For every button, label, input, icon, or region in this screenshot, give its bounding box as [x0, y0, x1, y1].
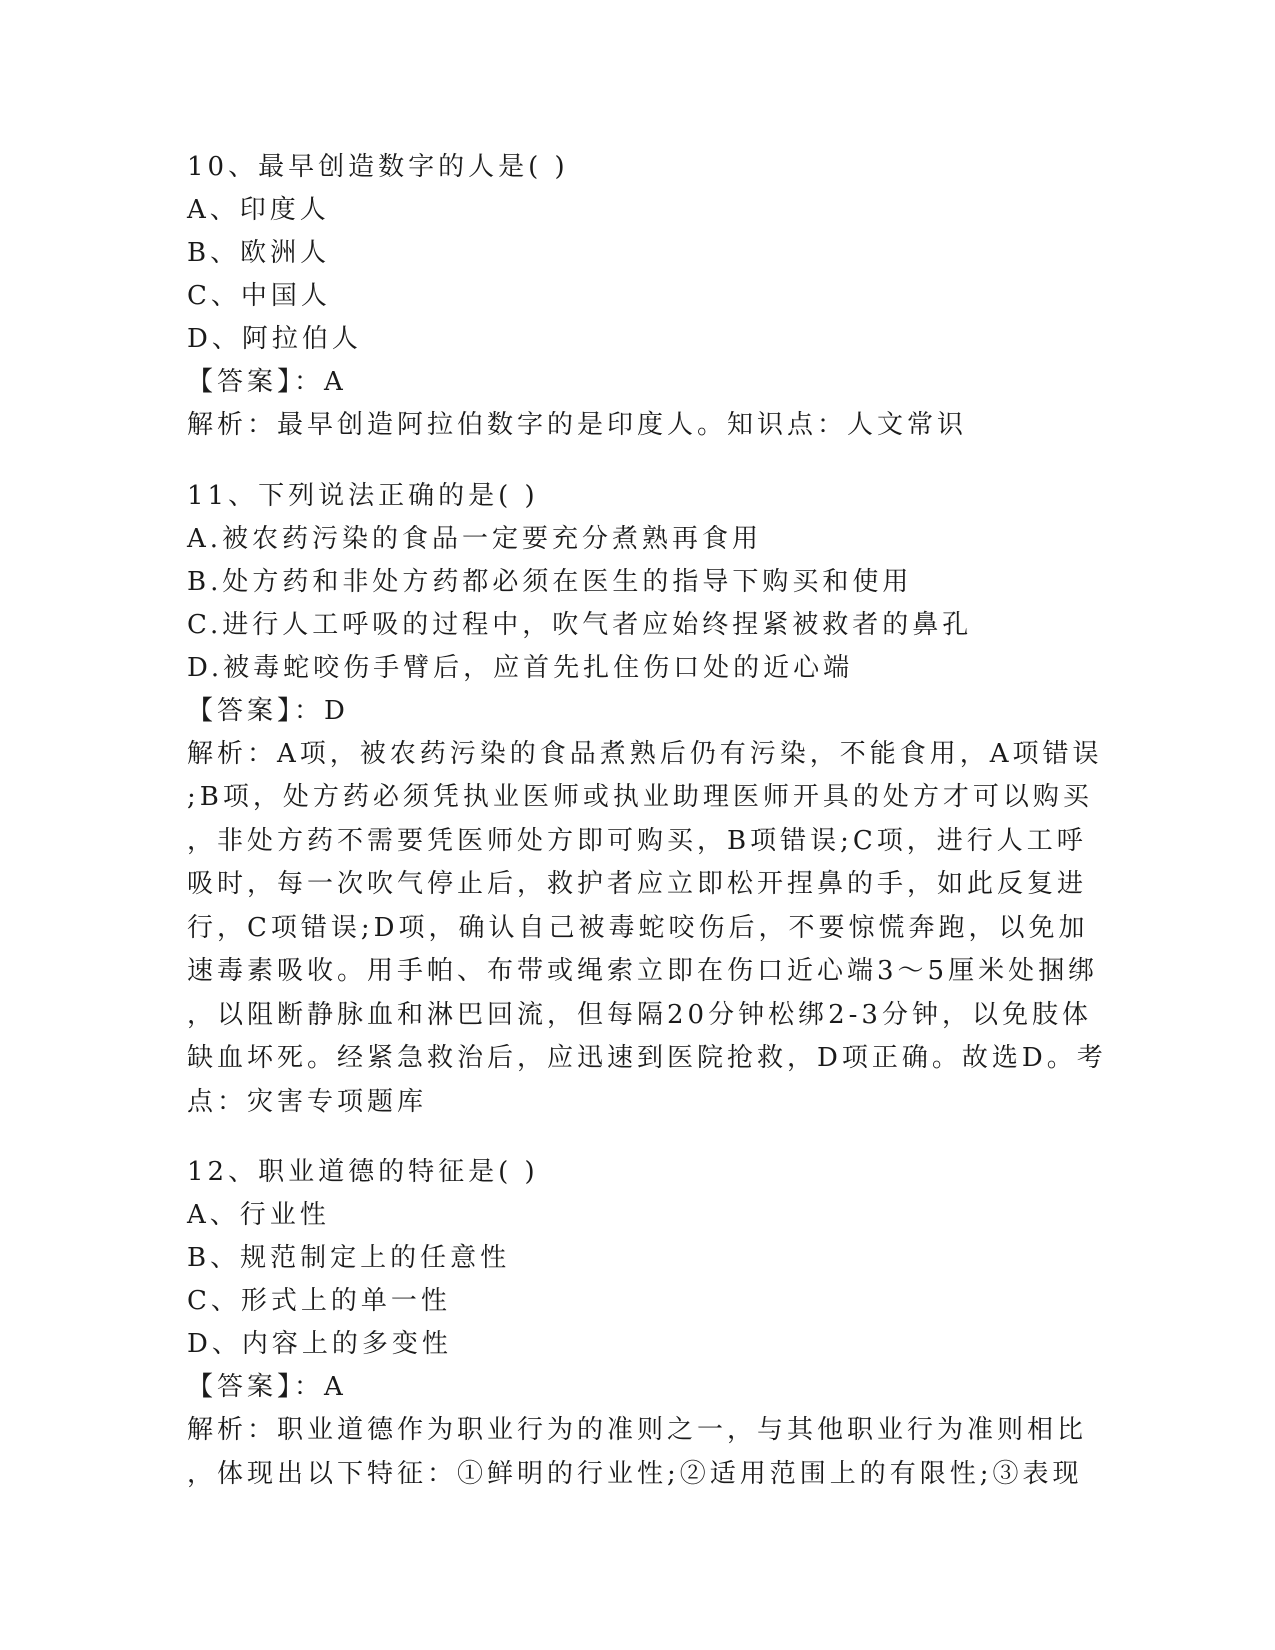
option-d: D、阿拉伯人	[187, 324, 362, 354]
option-a: A、印度人	[187, 195, 330, 225]
question-12	[187, 1151, 1088, 1496]
question-gap	[187, 448, 1067, 475]
analysis-line: 解析：职业道德作为职业行为的准则之一，与其他职业行为准则相比	[187, 1415, 1088, 1445]
analysis-line: 解析：A项，被农药污染的食品煮熟后仍有污染，不能食用，A项错误	[187, 738, 1103, 769]
question-gap	[187, 1124, 1067, 1151]
question-11	[187, 475, 1107, 1125]
analysis-line: ，非处方药不需要凭医师处方即可购买，B项错误;C项，进行人工呼	[187, 825, 1087, 856]
option-a: A、行业性	[187, 1200, 330, 1230]
option-c: C.进行人工呼吸的过程中，吹气者应始终捏紧被救者的鼻孔	[187, 609, 973, 640]
analysis-line: ;B项，处方药必须凭执业医师或执业助理医师开具的处方才可以购买	[187, 782, 1093, 812]
option-b: B.处方药和非处方药都必须在医生的指导下购买和使用	[187, 566, 913, 597]
option-a: A.被农药污染的食品一定要充分煮熟再食用	[187, 523, 763, 554]
question-stem: 12、职业道德的特征是( )	[187, 1157, 539, 1187]
option-b: B、欧洲人	[187, 238, 331, 268]
answer-line: 【答案】：D	[187, 695, 349, 726]
question-stem: 10、最早创造数字的人是( )	[187, 152, 569, 182]
analysis-line: 缺血坏死。经紧急救治后，应迅速到医院抢救，D项正确。故选D。考	[187, 1043, 1107, 1073]
option-d: D、内容上的多变性	[187, 1329, 452, 1359]
option-d: D.被毒蛇咬伤手臂后，应首先扎住伤口处的近心端	[187, 652, 854, 683]
question-10	[187, 146, 1067, 448]
analysis-line: 点：灾害专项题库	[187, 1086, 428, 1117]
option-c: C、中国人	[187, 281, 331, 311]
analysis-line: 速毒素吸收。用手帕、布带或绳索立即在伤口近心端3～5厘米处捆绑	[187, 956, 1099, 986]
question-stem: 11、下列说法正确的是( )	[187, 480, 539, 511]
answer-line: 【答案】：A	[187, 1372, 347, 1402]
question-list	[187, 146, 1107, 1496]
option-c: C、形式上的单一性	[187, 1286, 451, 1316]
analysis-line: ，以阻断静脉血和淋巴回流，但每隔20分钟松绑2-3分钟，以免肢体	[187, 999, 1092, 1030]
analysis-line: ，体现出以下特征：①鲜明的行业性;②适用范围上的有限性;③表现	[187, 1458, 1083, 1489]
analysis-line: 吸时，每一次吹气停止后，救护者应立即松开捏鼻的手，如此反复进	[187, 869, 1088, 899]
option-b: B、规范制定上的任意性	[187, 1243, 511, 1273]
analysis-line: 行，C项错误;D项，确认自己被毒蛇咬伤后，不要惊慌奔跑，以免加	[187, 912, 1089, 943]
analysis-line: 解析：最早创造阿拉伯数字的是印度人。知识点：人文常识	[187, 410, 968, 440]
answer-line: 【答案】：A	[187, 367, 347, 397]
